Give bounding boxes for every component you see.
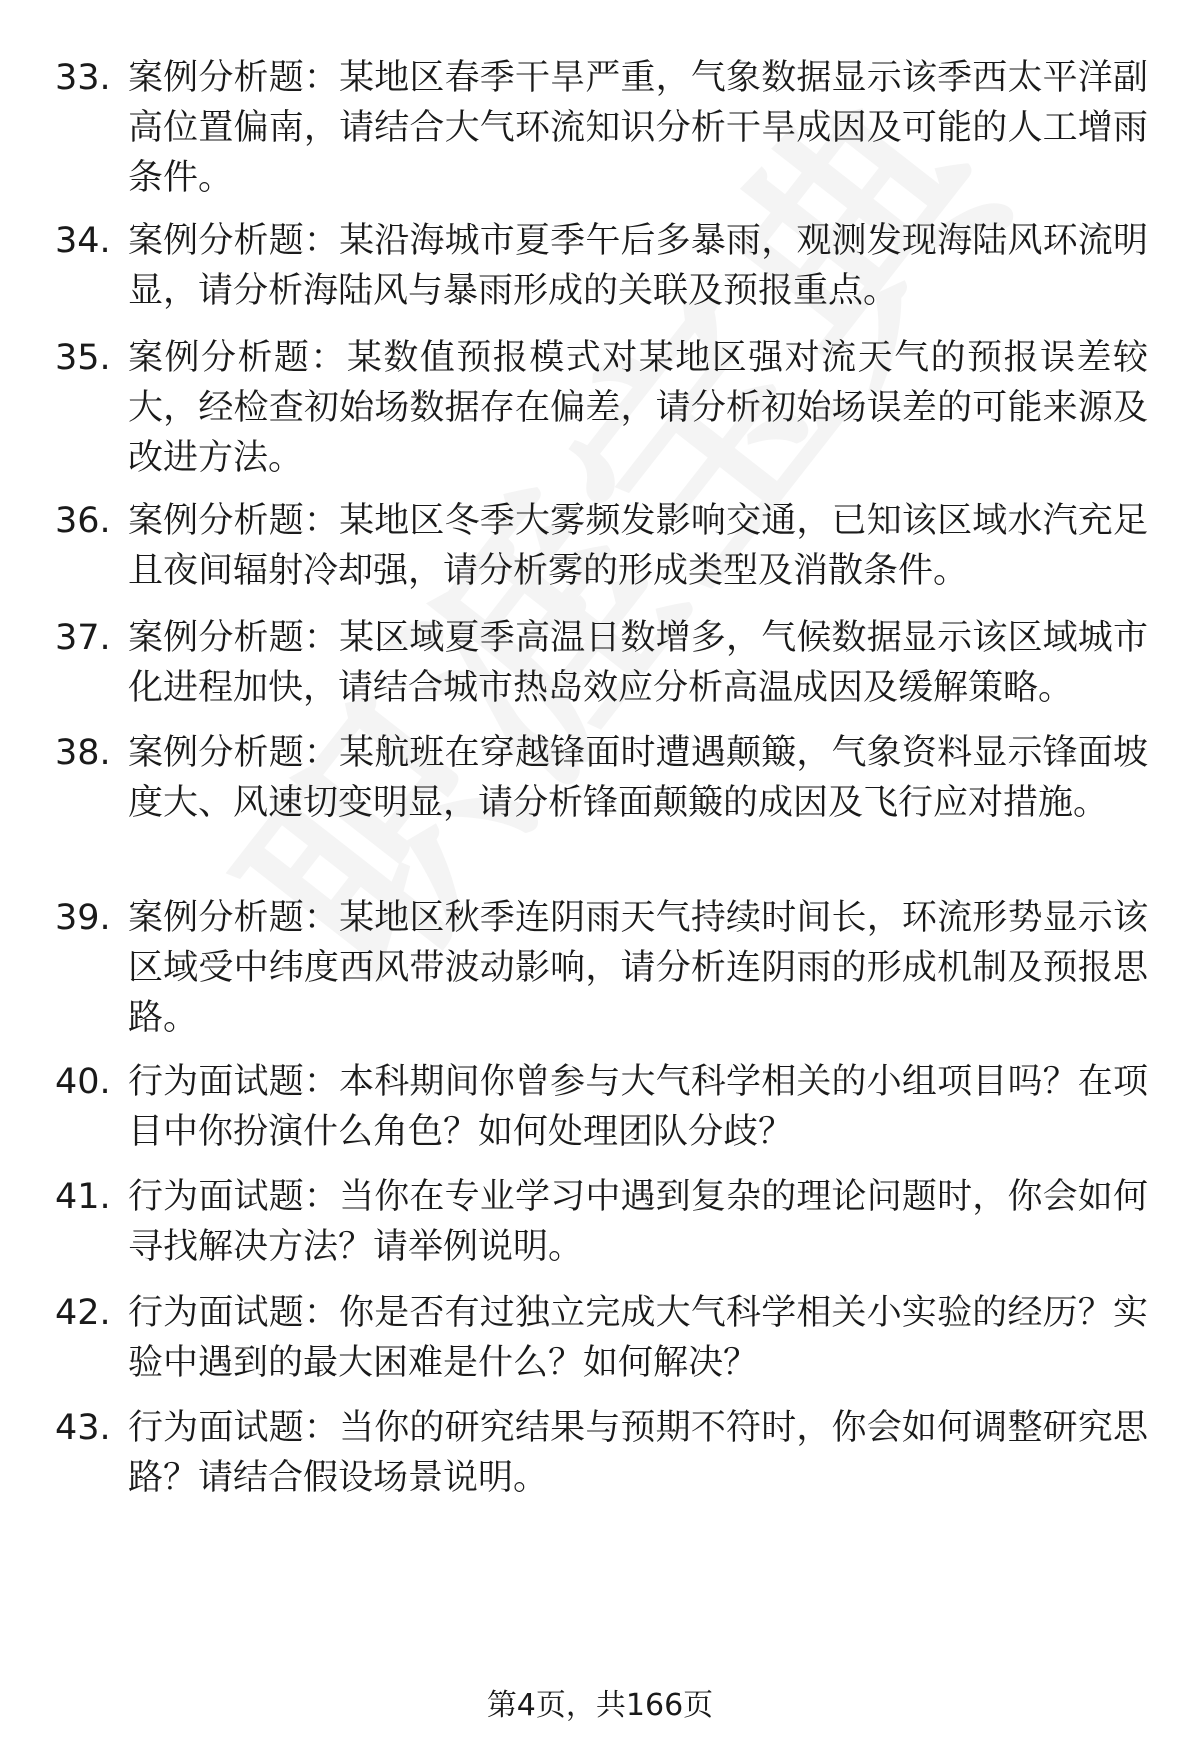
question-text: 行为面试题：当你在专业学习中遇到复杂的理论问题时，你会如何寻找解决方法？请举例说明。 [128,1177,1148,1267]
question-text: 案例分析题：某航班在穿越锋面时遭遇颠簸，气象资料显示锋面坡度大、风速切变明显，请分析锋面颠簸的成因及飞行应对措施。 [128,733,1148,823]
question-text: 案例分析题：某地区春季干旱严重，气象数据显示该季西太平洋副高位置偏南，请结合大气环流知识分析干旱成因及可能的人工增雨条件。 [128,58,1148,198]
question-number: 37. [55,618,111,658]
question-text: 案例分析题：某区域夏季高温日数增多，气候数据显示该区域城市化进程加快，请结合城市热岛效应分析高温成因及缓解策略。 [128,618,1148,708]
question-number: 36. [55,501,111,541]
question-text: 案例分析题：某数值预报模式对某地区强对流天气的预报误差较大，经检查初始场数据存在偏差，请分析初始场误差的可能来源及改进方法。 [128,338,1148,478]
question-text: 行为面试题：当你的研究结果与预期不符时，你会如何调整研究思路？请结合假设场景说明。 [128,1408,1148,1498]
question-number: 41. [55,1177,111,1217]
question-text: 案例分析题：某沿海城市夏季午后多暴雨，观测发现海陆风环流明显，请分析海陆风与暴雨形成的关联及预报重点。 [128,221,1148,311]
question-text: 案例分析题：某地区冬季大雾频发影响交通，已知该区域水汽充足且夜间辐射冷却强，请分析雾的形成类型及消散条件。 [128,501,1148,591]
question-text: 案例分析题：某地区秋季连阴雨天气持续时间长，环流形势显示该区域受中纬度西风带波动影响，请分析连阴雨的形成机制及预报思路。 [128,898,1148,1038]
question-number: 39. [55,898,111,938]
question-number: 42. [55,1293,111,1333]
question-text: 行为面试题：你是否有过独立完成大气科学相关小实验的经历？实验中遇到的最大困难是什么？如何解决？ [128,1293,1148,1383]
question-number: 34. [55,221,111,261]
question-number: 33. [55,58,111,98]
question-number: 40. [55,1062,111,1102]
question-number: 43. [55,1408,111,1448]
page-number: 第4页，共166页 [486,1688,714,1723]
question-number: 35. [55,338,111,378]
question-text: 行为面试题：本科期间你曾参与大气科学相关的小组项目吗？在项目中你扮演什么角色？如何处理团队分歧？ [128,1062,1148,1152]
question-number: 38. [55,733,111,773]
